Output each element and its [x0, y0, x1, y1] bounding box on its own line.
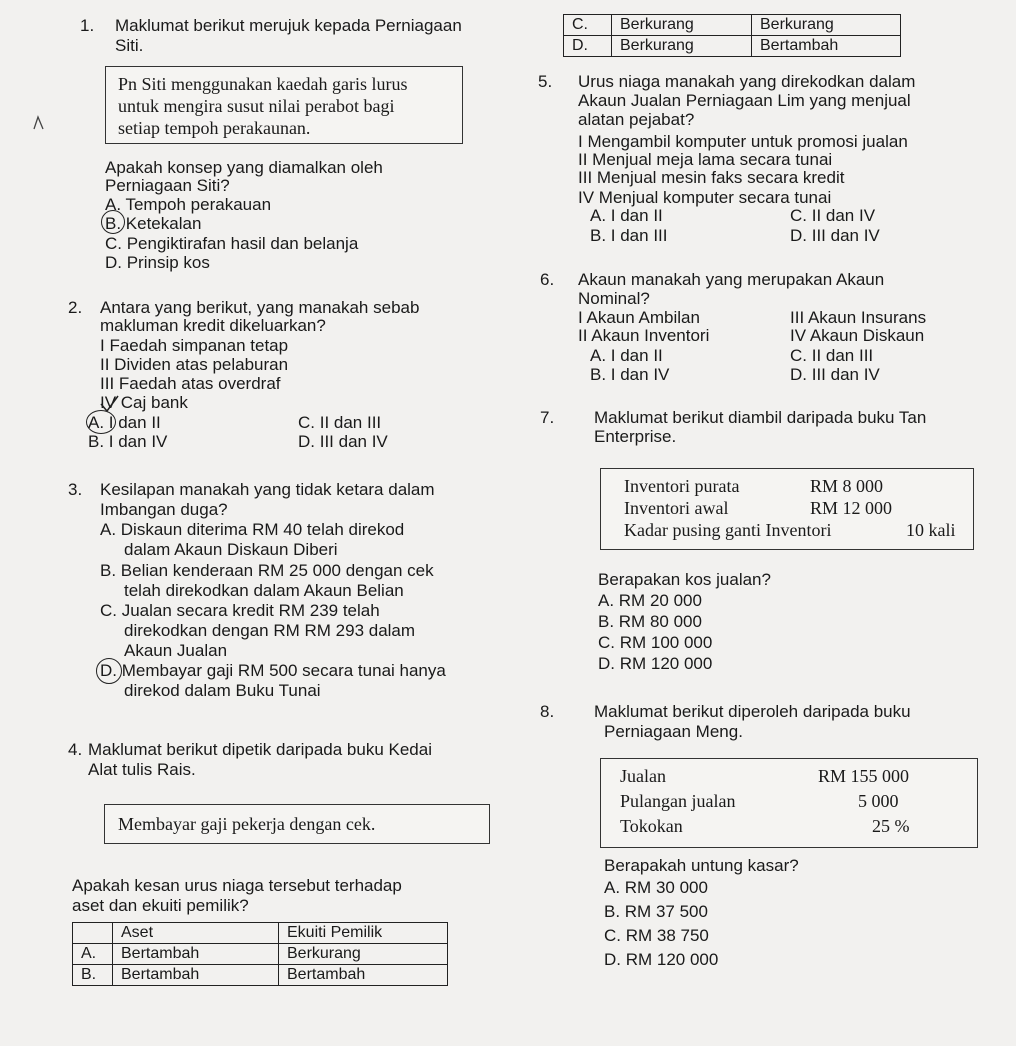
q8-number: 8. [540, 702, 555, 721]
q3-option-c-line2: direkodkan dengan RM RM 293 dalam [124, 621, 416, 640]
q6-item-iii: III Akaun Insurans [790, 308, 927, 327]
q7-row-label: Kadar pusing ganti Inventori [624, 520, 832, 540]
q5-option-d[interactable]: D. III dan IV [790, 226, 880, 245]
q5-number: 5. [538, 72, 553, 91]
table-cell: Berkurang [612, 15, 752, 36]
q8-option-b[interactable]: B. RM 37 500 [604, 902, 708, 921]
q1-stem-line2: Siti. [115, 36, 144, 55]
q7-row-value: 10 kali [906, 520, 956, 540]
q6-option-a[interactable]: A. I dan II [590, 346, 663, 365]
table-cell: Berkurang [612, 36, 752, 57]
q1-number: 1. [80, 16, 95, 35]
q8-option-c[interactable]: C. RM 38 750 [604, 926, 709, 945]
q8-row-label: Tokokan [620, 816, 683, 836]
q1-box-line1: Pn Siti menggunakan kaedah garis lurus [118, 74, 408, 94]
q7-stem-line1: Maklumat berikut diambil daripada buku Tan [594, 408, 927, 427]
q3-option-d-line1[interactable]: D. Membayar gaji RM 500 secara tunai hanya [100, 661, 446, 680]
q5-option-c[interactable]: C. II dan IV [790, 206, 876, 225]
answer-circle-icon [96, 658, 122, 684]
table-header-row [73, 923, 448, 944]
table-row [564, 15, 901, 36]
table-row[interactable] [73, 944, 448, 965]
q8-option-a[interactable]: A. RM 30 000 [604, 878, 708, 897]
q3-option-a-line1[interactable]: A. Diskaun diterima RM 40 telah direkod [100, 520, 405, 539]
q8-stem-line1: Maklumat berikut diperoleh daripada buku [594, 702, 911, 721]
q2-number: 2. [68, 298, 83, 317]
table-header-cell [73, 923, 113, 944]
q7-row-label: Inventori awal [624, 498, 729, 518]
q5-stem-line2: Akaun Jualan Perniagaan Lim yang menjual [578, 91, 911, 110]
q5-option-a[interactable]: A. I dan II [590, 206, 663, 225]
q2-item-iii: III Faedah atas overdraf [100, 374, 281, 393]
q6-stem-line1: Akaun manakah yang merupakan Akaun [578, 270, 885, 289]
q2-stem-line1: Antara yang berikut, yang manakah sebab [100, 298, 420, 317]
table-row [564, 36, 901, 57]
q6-option-c[interactable]: C. II dan III [790, 346, 874, 365]
q1-question-line1: Apakah konsep yang diamalkan oleh [105, 158, 383, 177]
q2-option-d[interactable]: D. III dan IV [298, 432, 388, 451]
table-cell: Berkurang [752, 15, 901, 36]
q2-stem-line2: makluman kredit dikeluarkan? [100, 316, 326, 335]
q1-box-line3: setiap tempoh perakaunan. [118, 118, 311, 138]
q7-question: Berapakan kos jualan? [598, 570, 771, 589]
q2-item-iv: IV Caj bank [100, 393, 188, 412]
q4-stem-line1: Maklumat berikut dipetik daripada buku Kedai [88, 740, 432, 759]
q7-number: 7. [540, 408, 555, 427]
q7-option-d[interactable]: D. RM 120 000 [598, 654, 713, 673]
q1-stem-line1: Maklumat berikut merujuk kepada Perniagaan [115, 16, 462, 35]
q6-number: 6. [540, 270, 555, 289]
table-cell: D. [564, 36, 612, 57]
q1-option-c[interactable]: C. Pengiktirafan hasil dan belanja [105, 234, 359, 253]
q8-question: Berapakah untung kasar? [604, 856, 799, 875]
q7-option-a[interactable]: A. RM 20 000 [598, 591, 702, 610]
q2-option-b[interactable]: B. I dan IV [88, 432, 168, 451]
q1-option-d[interactable]: D. Prinsip kos [105, 253, 210, 272]
q3-option-b-line2: telah direkodkan dalam Akaun Belian [124, 581, 404, 600]
q4-question-line1: Apakah kesan urus niaga tersebut terhadap [72, 876, 402, 895]
q4-stem-line2: Alat tulis Rais. [88, 760, 196, 779]
answer-circle-icon [86, 410, 116, 434]
q3-stem-line1: Kesilapan manakah yang tidak ketara dalam [100, 480, 435, 499]
table-cell: B. [73, 965, 113, 986]
q8-option-d[interactable]: D. RM 120 000 [604, 950, 719, 969]
q4-options-table [72, 922, 448, 986]
q5-item-iv: IV Menjual komputer secara tunai [578, 188, 832, 207]
q7-option-b[interactable]: B. RM 80 000 [598, 612, 702, 631]
q7-stem-line2: Enterprise. [594, 427, 677, 446]
q1-question-line2: Perniagaan Siti? [105, 176, 230, 195]
table-cell: Bertambah [113, 944, 279, 965]
q1-option-b[interactable]: B. Ketekalan [105, 214, 202, 233]
q4-box-text: Membayar gaji pekerja dengan cek. [118, 814, 376, 834]
q8-row-label: Pulangan jualan [620, 791, 736, 811]
q6-item-ii: II Akaun Inventori [578, 326, 710, 345]
q3-option-d-line2: direkod dalam Buku Tunai [124, 681, 321, 700]
q8-stem-line2: Perniagaan Meng. [604, 722, 743, 741]
table-cell: Bertambah [279, 965, 448, 986]
q7-option-c[interactable]: C. RM 100 000 [598, 633, 713, 652]
q7-row-label: Inventori purata [624, 476, 740, 496]
q6-option-d[interactable]: D. III dan IV [790, 365, 880, 384]
q8-row-value: 25 % [872, 816, 910, 836]
q3-number: 3. [68, 480, 83, 499]
q7-row-value: RM 12 000 [810, 498, 893, 518]
q8-row-value: RM 155 000 [818, 766, 910, 786]
q5-item-iii: III Menjual mesin faks secara kredit [578, 168, 845, 187]
q5-item-i: I Mengambil komputer untuk promosi jualan [578, 132, 908, 151]
table-cell: Berkurang [279, 944, 448, 965]
table-cell: A. [73, 944, 113, 965]
q6-item-i: I Akaun Ambilan [578, 308, 700, 327]
q3-option-c-line3: Akaun Jualan [124, 641, 228, 660]
q3-stem-line2: Imbangan duga? [100, 500, 228, 519]
q7-row-value: RM 8 000 [810, 476, 884, 496]
q5-stem-line1: Urus niaga manakah yang direkodkan dalam [578, 72, 916, 91]
q8-row-value: 5 000 [858, 791, 899, 811]
table-cell: C. [564, 15, 612, 36]
pencil-mark-icon [30, 113, 50, 133]
q8-row-label: Jualan [620, 766, 666, 786]
table-header-cell: Ekuiti Pemilik [279, 923, 448, 944]
q6-stem-line2: Nominal? [578, 289, 650, 308]
q3-option-a-line2: dalam Akaun Diskaun Diberi [124, 540, 338, 559]
table-row[interactable] [73, 965, 448, 986]
q2-option-c[interactable]: C. II dan III [298, 413, 382, 432]
table-cell: Bertambah [113, 965, 279, 986]
q4-continued-table [563, 14, 901, 57]
q1-option-a[interactable]: A. Tempoh perakauan [105, 195, 272, 214]
table-cell: Bertambah [752, 36, 901, 57]
q6-option-b[interactable]: B. I dan IV [590, 365, 670, 384]
q5-option-b[interactable]: B. I dan III [590, 226, 668, 245]
q4-question-line2: aset dan ekuiti pemilik? [72, 896, 249, 915]
q5-stem-line3: alatan pejabat? [578, 110, 695, 129]
q3-option-b-line1[interactable]: B. Belian kenderaan RM 25 000 dengan cek [100, 561, 434, 580]
table-header-cell: Aset [113, 923, 279, 944]
q4-number: 4. [68, 740, 83, 759]
q5-item-ii: II Menjual meja lama secara tunai [578, 150, 833, 169]
q2-option-a[interactable]: A. I dan II [88, 413, 161, 432]
q3-option-c-line1[interactable]: C. Jualan secara kredit RM 239 telah [100, 601, 380, 620]
q6-item-iv: IV Akaun Diskaun [790, 326, 925, 345]
q1-box-line2: untuk mengira susut nilai perabot bagi [118, 96, 395, 116]
q2-item-ii: II Dividen atas pelaburan [100, 355, 289, 374]
answer-circle-icon [101, 210, 125, 234]
q2-item-i: I Faedah simpanan tetap [100, 336, 289, 355]
